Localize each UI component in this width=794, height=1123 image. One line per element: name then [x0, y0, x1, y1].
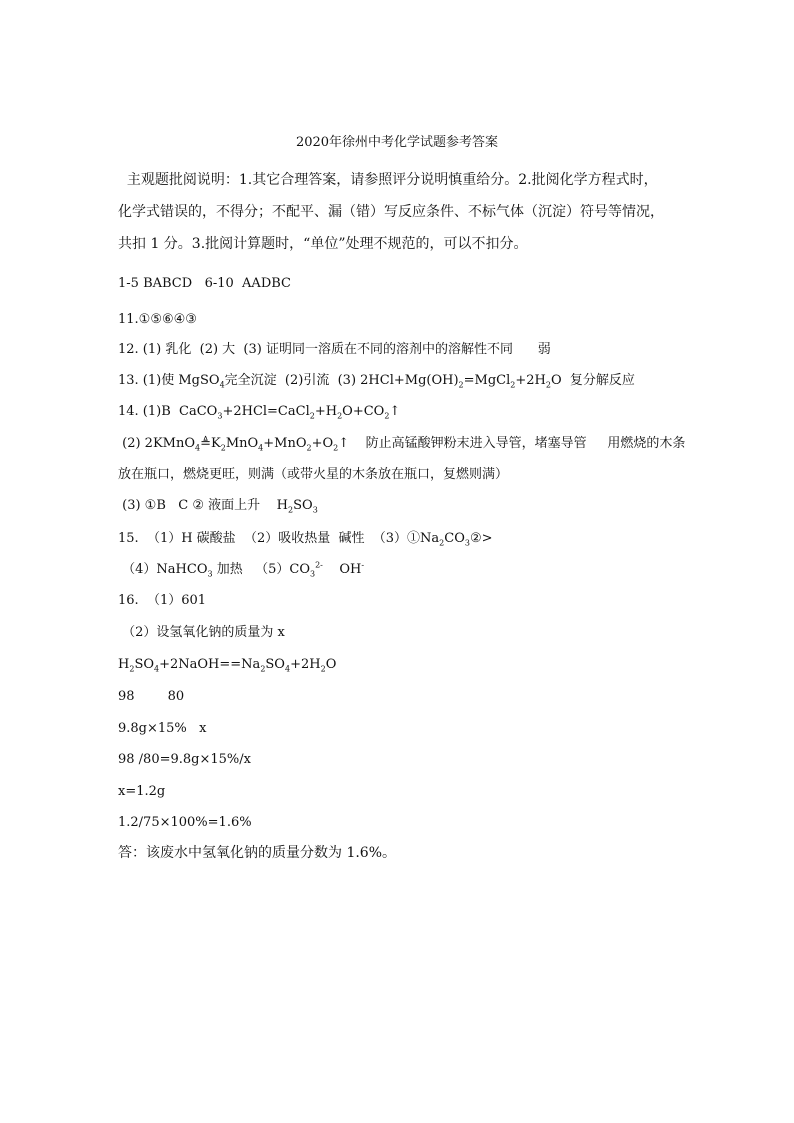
- text-segment: 放在瓶口，燃烧更旺，则满（或带火星的木条放在瓶口，复燃则满）: [118, 467, 509, 482]
- text-segment: +2NaOH==Na: [159, 657, 261, 672]
- document-title: 2020年徐州中考化学试题参考答案: [295, 135, 499, 150]
- text-segment: ≜K: [200, 436, 221, 451]
- text-segment: +2H: [290, 657, 321, 672]
- subscript: 2: [510, 380, 516, 390]
- subscript: 2: [458, 380, 464, 390]
- subscript: 2: [320, 664, 326, 674]
- answer-14-2: [118, 436, 685, 452]
- calc-quantities: [118, 721, 207, 737]
- answer-14-3: [118, 498, 318, 514]
- text-segment: OH: [322, 562, 362, 577]
- subscript: 2: [306, 443, 312, 453]
- text-segment: (3) ①B C ② 液面上升 H: [118, 498, 289, 513]
- calc-proportion: [118, 752, 251, 768]
- text-segment: 答：该废水中氢氧化钠的质量分数为 1.6%。: [118, 845, 397, 861]
- text-segment: 12. (1) 乳化 (2) 大 (3) 证明同一溶质在不同的溶剂中的溶解性不同 弱: [118, 342, 551, 357]
- answer-mcq: [118, 276, 291, 292]
- text-segment: MnO: [225, 436, 259, 451]
- intro-line: 化学式错误的，不得分；不配平、漏（错）写反应条件、不标气体（沉淀）符号等情况，: [118, 204, 664, 220]
- text-segment: SO: [293, 498, 313, 513]
- intro-line: 共扣 1 分。3.批阅计算题时，“单位”处理不规范的，可以不扣分。: [118, 236, 528, 252]
- subscript: 2: [129, 664, 135, 674]
- subscript: 2: [439, 538, 445, 548]
- calc-equation: [118, 657, 336, 673]
- text-segment: 13. (1)使 MgSO: [118, 373, 220, 388]
- text-segment: O: [325, 657, 337, 672]
- text-segment: 1-5 BABCD 6-10 AADBC: [118, 276, 291, 291]
- calc-result-x: [118, 784, 165, 800]
- calc-molar-mass: [118, 689, 184, 705]
- final-answer: [118, 845, 396, 861]
- subscript: 4: [219, 380, 225, 390]
- subscript: 2: [309, 411, 315, 421]
- text-segment: O+CO: [342, 404, 385, 419]
- text-segment: 98 80: [118, 689, 185, 704]
- subscript: 2: [337, 411, 343, 421]
- subscript: 2: [384, 411, 390, 421]
- subscript: 2: [545, 380, 551, 390]
- text-segment: 15. （1）H 碳酸盐 （2）吸收热量 碱性 （3）①Na: [118, 531, 440, 546]
- text-segment: +H: [314, 404, 338, 419]
- subscript: 2: [260, 664, 266, 674]
- subscript: 4: [284, 664, 291, 674]
- answer-15: [118, 531, 493, 547]
- answer-16-1: [118, 593, 206, 609]
- text-segment: SO: [265, 657, 285, 672]
- answer-11: [118, 312, 197, 328]
- superscript: -: [361, 560, 365, 570]
- text-segment: ↑: [389, 404, 401, 419]
- text-segment: 加热 （5）CO: [212, 562, 310, 577]
- intro-line: 主观题批阅说明：1.其它合理答案，请参照评分说明慎重给分。2.批阅化学方程式时，: [118, 172, 658, 188]
- text-segment: 98 /80=9.8g×15%/x: [118, 752, 251, 767]
- subscript: 4: [154, 664, 160, 674]
- answer-16-2: [118, 625, 285, 641]
- text-segment: （2）设氢氧化钠的质量为 x: [118, 625, 285, 640]
- text-segment: 11.①⑤⑥④③: [118, 312, 197, 327]
- text-segment: +O: [311, 436, 334, 451]
- text-segment: 9.8g×15% x: [118, 721, 207, 736]
- subscript: 3: [312, 505, 318, 515]
- text-segment: (2) 2KMnO: [118, 436, 196, 451]
- text-segment: CO: [444, 531, 465, 546]
- subscript: 2: [220, 443, 226, 453]
- text-segment: +2H: [515, 373, 546, 388]
- text-segment: +2HCl=CaCl: [222, 404, 310, 419]
- subscript: 4: [195, 443, 201, 453]
- answer-15-cont: [118, 562, 364, 578]
- text-segment: x=1.2g: [118, 784, 166, 799]
- text-segment: SO: [134, 657, 155, 672]
- answer-14-1: [118, 404, 400, 420]
- text-segment: O 复分解反应: [550, 373, 635, 388]
- subscript: 3: [207, 569, 213, 579]
- superscript: 2-: [315, 560, 323, 570]
- subscript: 4: [258, 443, 264, 453]
- subscript: 2: [288, 505, 294, 515]
- text-segment: +MnO: [263, 436, 307, 451]
- text-segment: 14. (1)B CaCO: [118, 404, 218, 419]
- text-segment: =MgCl: [463, 373, 511, 388]
- answer-14-2-cont: [118, 467, 508, 483]
- subscript: 2: [333, 443, 339, 453]
- text-segment: 16. （1）601: [118, 593, 207, 608]
- answer-12: [118, 342, 551, 358]
- text-segment: 1.2/75×100%=1.6%: [118, 815, 252, 830]
- subscript: 3: [464, 538, 470, 548]
- text-segment: 完全沉淀 (2)引流 (3) 2HCl+Mg(OH): [224, 373, 459, 388]
- calc-fraction: [118, 815, 252, 831]
- subscript: 3: [309, 569, 316, 579]
- text-segment: ②>: [469, 531, 493, 546]
- text-segment: （4）NaHCO: [118, 562, 208, 577]
- text-segment: ↑ 防止高锰酸钾粉末进入导管，堵塞导管 用燃烧的木条: [338, 436, 686, 451]
- answer-13: [118, 373, 635, 389]
- subscript: 3: [217, 411, 223, 421]
- text-segment: H: [118, 657, 130, 672]
